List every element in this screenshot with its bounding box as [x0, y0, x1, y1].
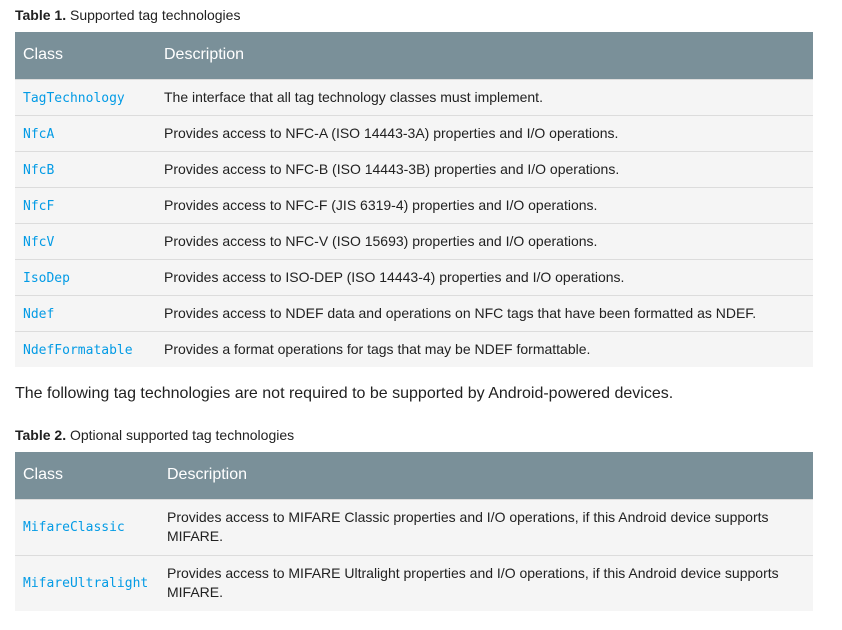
class-link-nfcv[interactable]: NfcV	[23, 234, 55, 250]
table-row	[15, 259, 813, 295]
table-cell-class	[15, 151, 156, 187]
class-link-mifareclassic[interactable]: MifareClassic	[23, 520, 125, 535]
table-cell-class	[15, 115, 156, 151]
table-cell-description: Provides access to NFC-B (ISO 14443-3B) properties and I/O operations.	[156, 151, 813, 187]
table2-caption-text: Optional supported tag technologies	[66, 427, 295, 443]
class-link-isodep[interactable]: IsoDep	[23, 270, 70, 286]
table-cell-description: Provides a format operations for tags that may be NDEF formattable.	[156, 331, 813, 367]
table1-header-class: Class	[15, 32, 156, 79]
optional-tag-technologies-table	[15, 452, 813, 611]
class-link-nfcb[interactable]: NfcB	[23, 162, 55, 178]
table-cell-class	[15, 331, 156, 367]
table-row	[15, 555, 813, 611]
table-cell-description: Provides access to NDEF data and operations on NFC tags that have been formatted as NDEF.	[156, 295, 813, 331]
class-link-ndef[interactable]: Ndef	[23, 306, 55, 322]
table-cell-description: Provides access to MIFARE Classic properties and I/O operations, if this Android device supports MIFARE.	[159, 499, 813, 555]
optional-technologies-intro: The following tag technologies are not required to be supported by Android-powered devices.	[15, 385, 674, 402]
table-row	[15, 331, 813, 367]
class-link-nfca[interactable]: NfcA	[23, 126, 55, 142]
table2-caption	[15, 427, 294, 443]
table1-caption-text: Supported tag technologies	[66, 7, 241, 23]
table-cell-description: The interface that all tag technology classes must implement.	[156, 79, 813, 115]
class-link-mifareultralight[interactable]: MifareUltralight	[23, 576, 149, 592]
table-cell-description: Provides access to NFC-F (JIS 6319-4) properties and I/O operations.	[156, 187, 813, 223]
table1-header-row	[15, 32, 813, 79]
table2-header-row	[15, 452, 813, 499]
supported-tag-technologies-table	[15, 32, 813, 367]
table-cell-class	[15, 187, 156, 223]
table2-caption-label: Table 2.	[15, 427, 67, 443]
class-link-tagtechnology[interactable]: TagTechnology	[23, 90, 125, 106]
table-cell-class	[15, 295, 156, 331]
table2-header-class: Class	[15, 452, 159, 499]
table-cell-description: Provides access to ISO-DEP (ISO 14443-4) properties and I/O operations.	[156, 259, 813, 295]
class-link-ndefformatable[interactable]: NdefFormatable	[23, 342, 133, 358]
table-cell-class	[15, 499, 159, 555]
table2-header-description: Description	[159, 452, 813, 499]
table-row	[15, 151, 813, 187]
table-cell-class	[15, 259, 156, 295]
table1-header-description: Description	[156, 32, 813, 79]
table-cell-description: Provides access to NFC-A (ISO 14443-3A) properties and I/O operations.	[156, 115, 813, 151]
table-cell-class	[15, 79, 156, 115]
table-row	[15, 499, 813, 555]
class-link-nfcf[interactable]: NfcF	[23, 198, 55, 214]
table1-caption-label: Table 1.	[15, 7, 67, 23]
table-cell-class	[15, 223, 156, 259]
table-cell-description: Provides access to MIFARE Ultralight properties and I/O operations, if this Android device supports MIFARE.	[159, 555, 813, 611]
table-row	[15, 79, 813, 115]
table-row	[15, 187, 813, 223]
table-cell-class	[15, 555, 159, 611]
table-row	[15, 295, 813, 331]
table-row	[15, 115, 813, 151]
table-row	[15, 223, 813, 259]
table-cell-description: Provides access to NFC-V (ISO 15693) properties and I/O operations.	[156, 223, 813, 259]
table1-caption	[15, 7, 240, 23]
